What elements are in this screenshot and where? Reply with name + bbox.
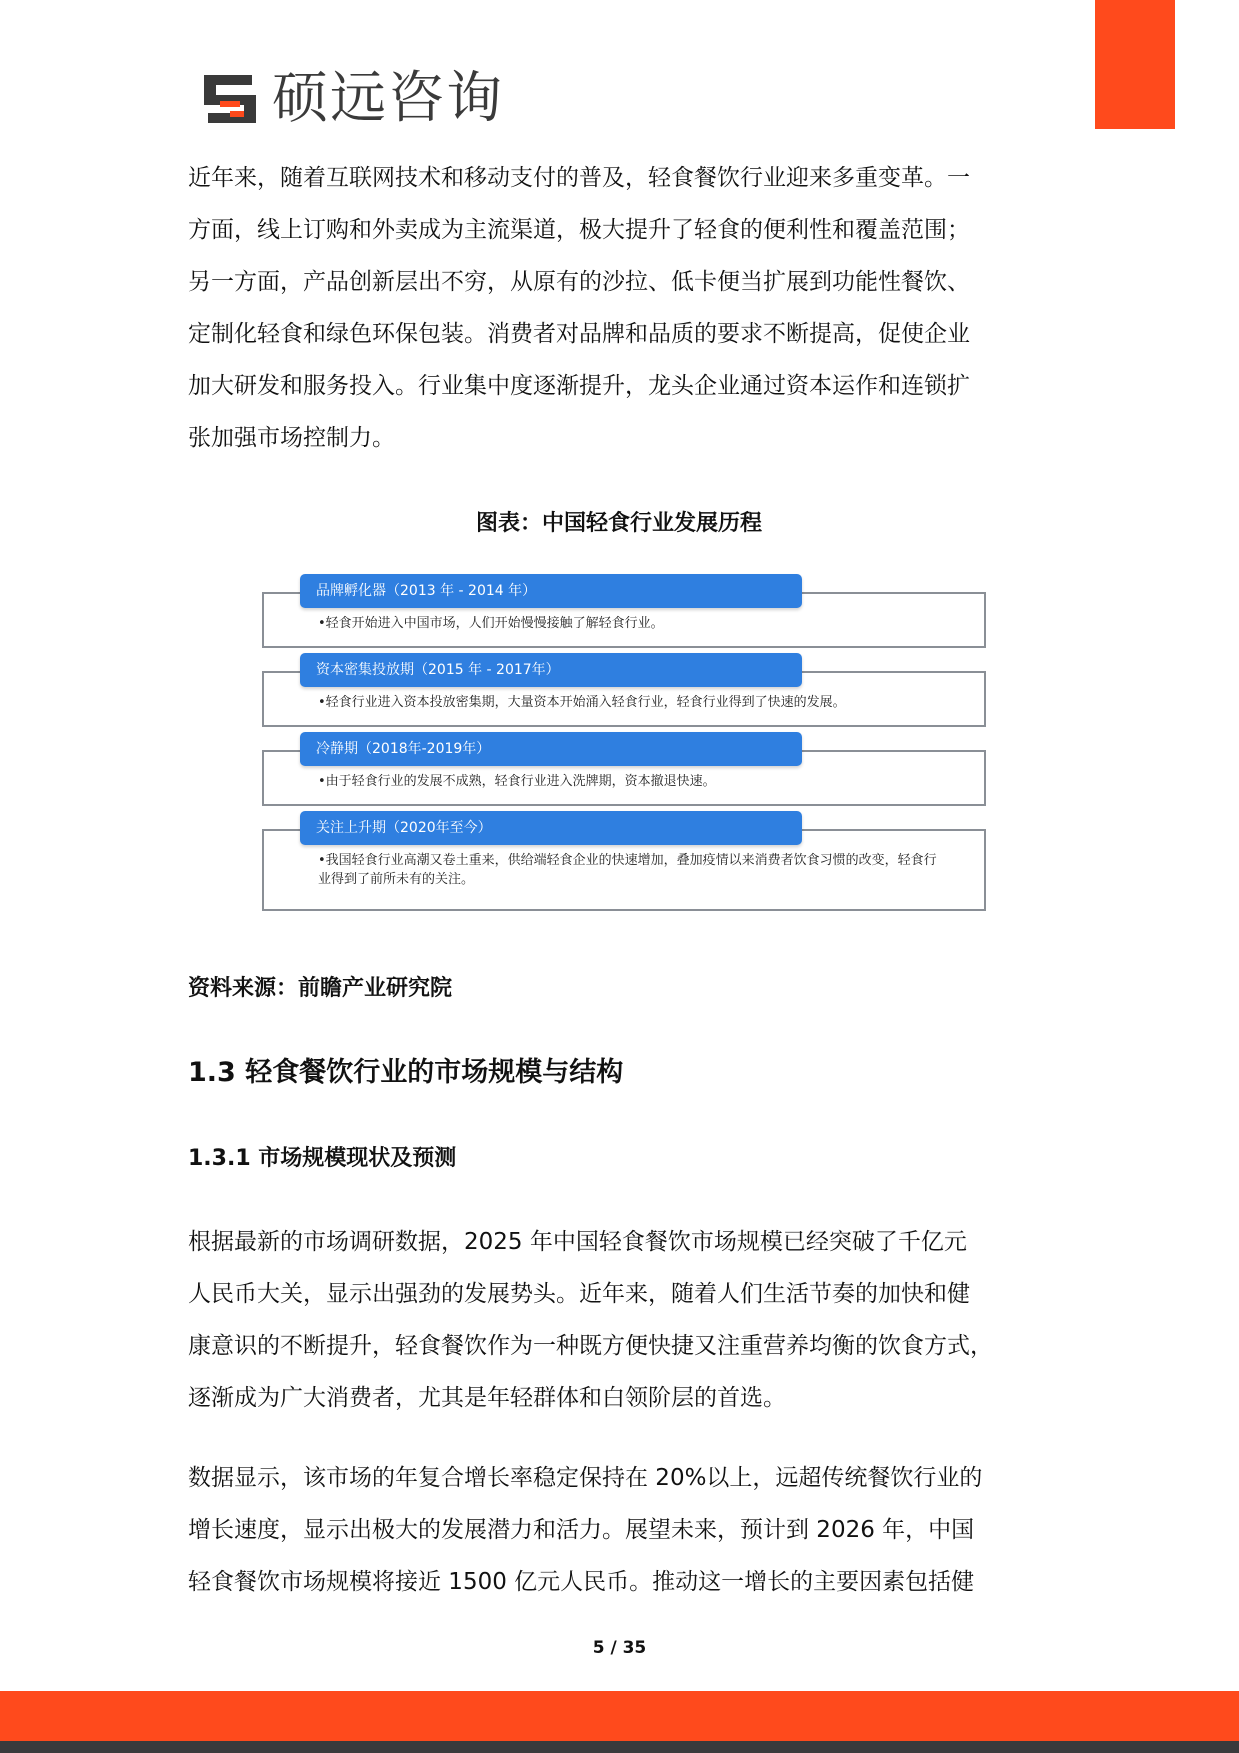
paragraph-line: 定制化轻食和绿色环保包装。消费者对品牌和品质的要求不断提高，促使企业	[188, 321, 970, 347]
stage-label: 冷静期（2018年-2019年）	[300, 732, 802, 766]
brand-s-logo-icon	[200, 71, 260, 127]
stage-label: 关注上升期（2020年至今）	[300, 811, 802, 845]
paragraph-line: 轻食餐饮市场规模将接近 1500 亿元人民币。推动这一增长的主要因素包括健	[188, 1569, 975, 1595]
paragraph-line: 人民币大关，显示出强劲的发展势头。近年来，随着人们生活节奏的加快和健	[188, 1281, 970, 1307]
stage-label: 资本密集投放期（2015 年 - 2017年）	[300, 653, 802, 687]
corner-accent-tab	[1095, 0, 1175, 129]
page-content	[188, 152, 1050, 1608]
page-number: 5 / 35	[592, 1638, 647, 1658]
growth-paragraph	[188, 1452, 1050, 1608]
paragraph-line: 增长速度，显示出极大的发展潜力和活力。展望未来，预计到 2026 年，中国	[188, 1517, 975, 1543]
paragraph-line: 数据显示，该市场的年复合增长率稳定保持在 20%以上，远超传统餐饮行业的	[188, 1465, 983, 1491]
figure-source: 资料来源：前瞻产业研究院	[188, 976, 453, 1001]
footer-accent-bar	[0, 1691, 1239, 1741]
figure-title: 图表：中国轻食行业发展历程	[475, 511, 762, 536]
paragraph-line: 加大研发和服务投入。行业集中度逐渐提升，龙头企业通过资本运作和连锁扩	[188, 373, 970, 399]
stage-description: •由于轻食行业的发展不成熟，轻食行业进入洗牌期，资本撤退快速。	[318, 774, 716, 789]
brand-name: 硕远咨询	[272, 66, 504, 131]
subsection-heading: 1.3.1 市场规模现状及预测	[188, 1146, 457, 1171]
stage-description: •轻食行业进入资本投放密集期，大量资本开始涌入轻食行业，轻食行业得到了快速的发展。	[318, 695, 846, 710]
paragraph-line: 张加强市场控制力。	[188, 425, 395, 451]
stage-description: •轻食开始进入中国市场，人们开始慢慢接触了解轻食行业。	[318, 616, 664, 631]
stage-label: 品牌孵化器（2013 年 - 2014 年）	[300, 574, 802, 608]
paragraph-line: 根据最新的市场调研数据，2025 年中国轻食餐饮市场规模已经突破了千亿元	[188, 1229, 967, 1255]
footer-dark-strip	[0, 1741, 1239, 1753]
intro-paragraph	[188, 152, 1050, 464]
paragraph-line: 康意识的不断提升，轻食餐饮作为一种既方便快捷又注重营养均衡的饮食方式，	[188, 1333, 993, 1359]
paragraph-line: 逐渐成为广大消费者，尤其是年轻群体和白领阶层的首选。	[188, 1385, 786, 1411]
paragraph-line: 方面，线上订购和外卖成为主流渠道，极大提升了轻食的便利性和覆盖范围；	[188, 217, 970, 243]
section-heading: 1.3 轻食餐饮行业的市场规模与结构	[188, 1057, 624, 1088]
market-size-paragraph	[188, 1216, 1050, 1424]
paragraph-line: 另一方面，产品创新层出不穷，从原有的沙拉、低卡便当扩展到功能性餐饮、	[188, 269, 970, 295]
brand-logo	[200, 68, 504, 130]
paragraph-line: 近年来，随着互联网技术和移动支付的普及，轻食餐饮行业迎来多重变革。一	[188, 165, 970, 191]
development-timeline-figure	[262, 574, 992, 929]
stage-description: •我国轻食行业高潮又卷土重来，供给端轻食企业的快速增加，叠加疫情以来消费者饮食习惯的改变，轻食行业得到了前所未有的关注。	[318, 853, 937, 887]
